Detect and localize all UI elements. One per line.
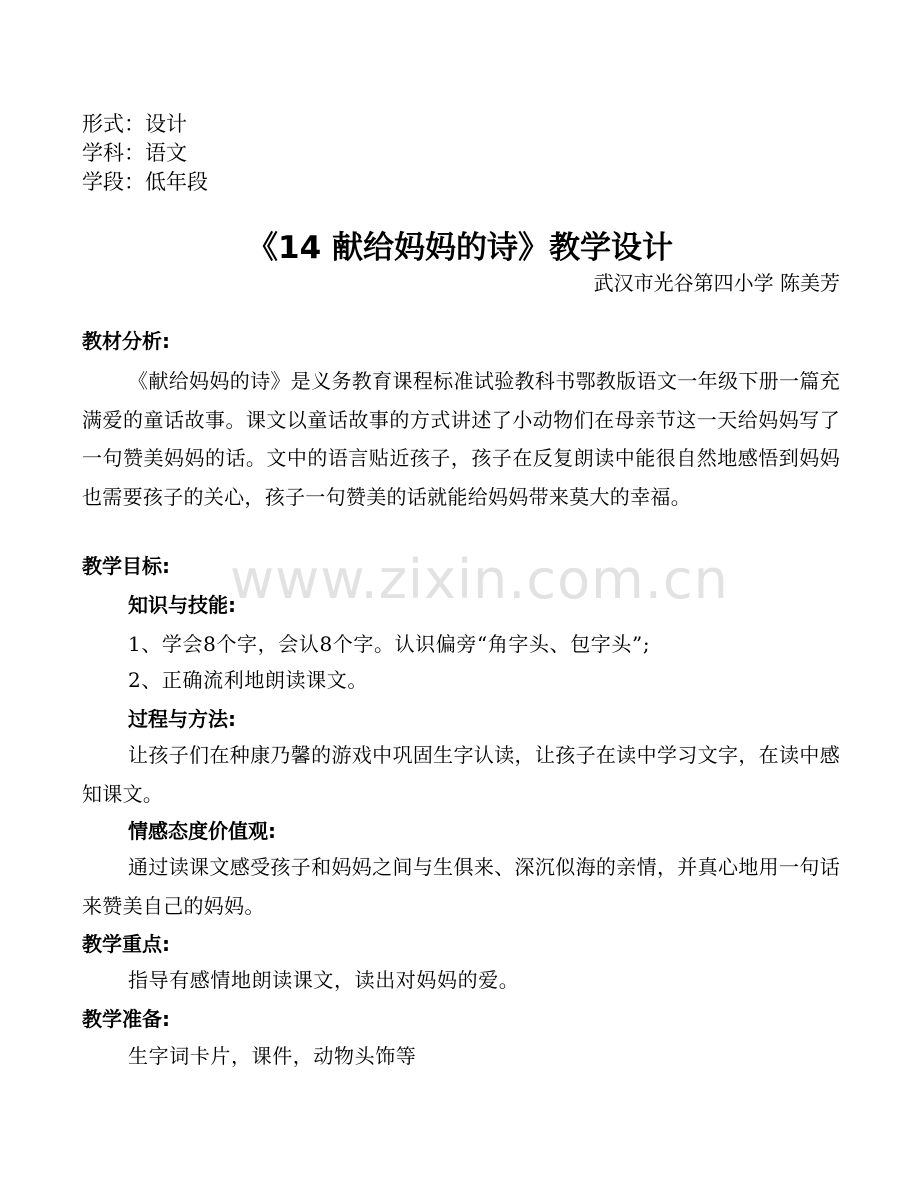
- meta-level: 学段：低年段: [82, 170, 208, 194]
- analysis-heading: 教材分析:: [82, 329, 170, 353]
- meta-subject: 学科：语文: [82, 141, 187, 165]
- author-line: 武汉市光谷第四小学 陈美芳: [593, 271, 840, 295]
- analysis-paragraph: 《献给妈妈的诗》是义务教育课程标准试验教科书鄂教版语文一年级下册一篇充满爱的童话故事。课文以童话故事的方式讲述了小动物们在母亲节这一天给妈妈写了一句赞美妈妈的话。文中的语言贴近孩子，孩子在反复朗读中能很自然地感悟到妈妈也需要孩子的关心，孩子一句赞美的话就能给妈妈带来莫大的幸福。: [82, 369, 840, 509]
- focus-text: 指导有感情地朗读课文，读出对妈妈的爱。: [128, 968, 520, 992]
- process-heading: 过程与方法:: [128, 707, 236, 731]
- knowledge-heading: 知识与技能:: [128, 593, 236, 617]
- emotion-heading: 情感态度价值观:: [128, 819, 276, 843]
- process-paragraph: 让孩子们在种康乃馨的游戏中巩固生字认读，让孩子在读中学习文字，在读中感知课文。: [82, 743, 840, 806]
- watermark: www.zixin.com.cn: [230, 548, 729, 611]
- prep-heading: 教学准备:: [82, 1007, 170, 1031]
- meta-form: 形式：设计: [82, 112, 187, 136]
- emotion-paragraph: 通过读课文感受孩子和妈妈之间与生俱来、深沉似海的亲情，并真心地用一句话来赞美自己的妈妈。: [82, 855, 840, 918]
- knowledge-item-2: 2、正确流利地朗读课文。: [128, 668, 368, 692]
- prep-text: 生字词卡片，课件，动物头饰等: [128, 1044, 417, 1068]
- knowledge-item-1: 1、学会8个字，会认8个字。认识偏旁“角字头、包字头”;: [128, 632, 651, 656]
- focus-heading: 教学重点:: [82, 932, 170, 956]
- goals-heading: 教学目标:: [82, 554, 170, 578]
- document-title: 《14 献给妈妈的诗》教学设计: [247, 230, 673, 266]
